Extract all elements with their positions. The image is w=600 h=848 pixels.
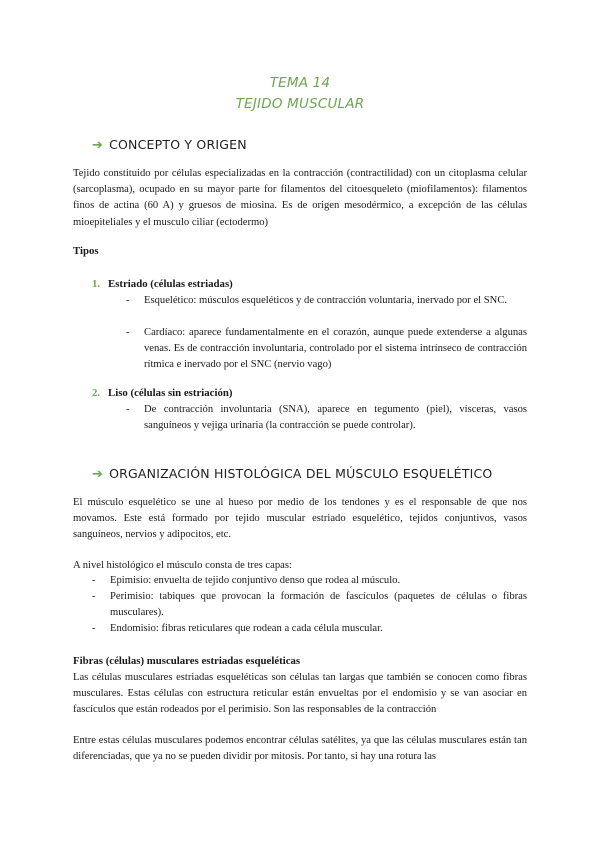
list-item: [126, 325, 527, 374]
tipo-estriado-heading: [92, 278, 233, 290]
section-heading-organizacion: [92, 466, 492, 482]
list-item-text: Cardíaco: aparece fundamentalmente en el corazón, aunque puede extenderse a algunas venas. Es de contracción involuntaria, controlado por el sistema intrínseco de contracción rítmica e inervado por el SNC (nervio vago): [144, 327, 527, 371]
dash-bullet: -: [92, 591, 96, 602]
dash-bullet: -: [126, 404, 130, 415]
tipos-label: Tipos: [73, 245, 99, 257]
section-heading-label: ORGANIZACIÓN HISTOLÓGICA DEL MÚSCULO ESQUELÉTICO: [109, 466, 493, 481]
tipo-label: Estriado (células estriadas): [108, 278, 233, 290]
list-number: 1.: [92, 278, 101, 290]
list-item: [92, 589, 527, 621]
dash-bullet: -: [92, 623, 96, 634]
tipo-label: Liso (células sin estriación): [108, 387, 233, 399]
satelites-paragraph: Entre estas células musculares podemos encontrar células satélites, ya que las células musculares están tan diferenciadas, que ya no se pueden dividir por mitosis. Por tanto, si hay una rotura las: [73, 735, 527, 763]
list-item-text: De contracción involuntaria (SNA), aparece en tegumento (piel), vísceras, vasos sanguíneos y vejiga urinaria (la contracción se puede controlar).: [144, 404, 527, 432]
tipo-liso-heading: [92, 387, 232, 399]
page-title: TEJIDO MUSCULAR: [235, 96, 365, 112]
list-item: [92, 573, 527, 589]
musculo-paragraph: El músculo esquelético se une al hueso por medio de los tendones y es el responsable de que nos movamos. Este está formado por tejido muscular estriado esquelético, tejidos conjuntivos, vasos sanguíneos, nervios y adipocitos, etc.: [73, 497, 527, 541]
section-heading-label: CONCEPTO Y ORIGEN: [109, 137, 247, 152]
arrow-icon: ➔: [92, 138, 104, 153]
list-item-text: Esquelético: músculos esqueléticos y de contracción voluntaria, inervado por el SNC.: [144, 295, 508, 306]
list-item: [92, 621, 527, 637]
dash-bullet: -: [126, 295, 130, 306]
section-heading-concepto: [92, 137, 247, 153]
dash-bullet: -: [92, 575, 96, 586]
list-item-text: Perimisio: tabiques que provocan la formación de fascículos (paquetes de células o fibras musculares).: [110, 591, 527, 619]
tema-number: TEMA 14: [269, 75, 331, 91]
fibras-paragraph: Las células musculares estriadas esqueléticas son células tan largas que también se conocen como fibras musculares. Estas células con estructura reticular están envueltas por el endomisio y se van asociar en fascículos que están rodeados por el perimisio. Son las responsables de la contracción: [73, 672, 527, 716]
list-number: 2.: [92, 387, 101, 399]
list-item-text: Endomisio: fibras reticulares que rodean a cada célula muscular.: [110, 623, 383, 634]
list-item-text: Epimisio: envuelta de tejido conjuntivo denso que rodea al músculo.: [110, 575, 401, 586]
intro-paragraph: Tejido constituido por células especializadas en la contracción (contractilidad) con un citoplasma celular (sarcoplasma), ocupado en su mayor parte for filamentos del citoesqueleto (miofilamentos): filamentos finos de actina (60 A) y gruesos de miosina. Es de origen mesodérmico, a excepción de las células mioepiteliales y el musculo ciliar (ectodermo): [73, 168, 527, 228]
arrow-icon: ➔: [92, 467, 104, 482]
list-item: [126, 402, 527, 434]
dash-bullet: -: [126, 327, 130, 338]
fibras-heading: Fibras (células) musculares estriadas esqueléticas: [73, 655, 301, 667]
list-item: [126, 293, 527, 309]
capas-intro: A nivel histológico el músculo consta de tres capas:: [73, 560, 292, 571]
